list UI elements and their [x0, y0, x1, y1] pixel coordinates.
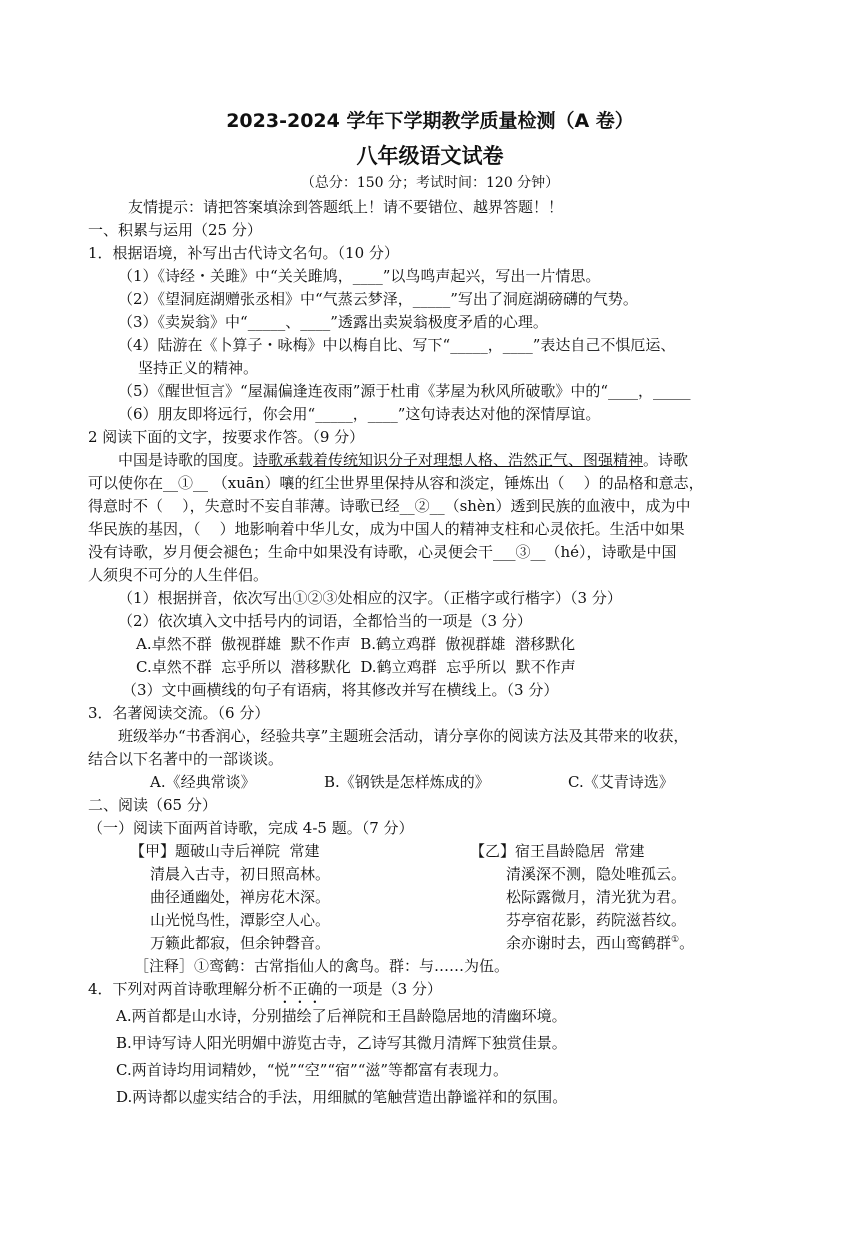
poem-a-title: 【甲】题破山寺后禅院 常建 [130, 842, 320, 860]
poem-a-line: 万籁此都寂，但余钟磬音。 [150, 934, 331, 952]
section-1-heading: 一、积累与运用（25 分） [88, 221, 262, 239]
q2-passage-line-6: 人须臾不可分的人生伴侣。 [88, 566, 269, 584]
q1-item-5: （5）《醒世恒言》“屋漏偏逢连夜雨”源于杜甫《茅屋为秋风所破歌》中的“____，_____ [118, 382, 691, 400]
q3-passage-line-1: 班级举办“书香润心，经验共享”主题班会活动，请分享你的阅读方法及其带来的收获， [118, 727, 689, 745]
poem-a-line: 清晨入古寺，初日照高林。 [150, 865, 331, 883]
q2-passage-line-1: 中国是诗歌的国度。诗歌承载着传统知识分子对理想人格、浩然正气、图强精神。诗歌 [118, 451, 689, 469]
q1-item-2: （2）《望洞庭湖赠张丞相》中“气蒸云梦泽，_____”写出了洞庭湖磅礴的气势。 [118, 290, 638, 308]
exam-subtitle: 八年级语文试卷 [356, 144, 504, 168]
q1-item-4-cont: 坚持正义的精神。 [138, 359, 259, 377]
exam-meta: （总分：150 分；考试时间：120 分钟） [300, 175, 560, 191]
poem-a-line: 山光悦鸟性，潭影空人心。 [150, 911, 331, 929]
footnote-marker: ① [671, 935, 680, 945]
q3-option-c: C.《艾青诗选》 [568, 773, 674, 791]
q3-stem: 3．名著阅读交流。（6 分） [88, 704, 270, 722]
poem-b-line: 余亦谢时去，西山鸾鹤群①。 [506, 934, 695, 952]
exam-title: 2023-2024 学年下学期教学质量检测（A 卷） [226, 110, 634, 132]
q3-passage-line-2: 结合以下名著中的一部谈谈。 [88, 750, 284, 768]
q2-options-ab: A.卓然不群 傲视群雄 默不作声 B.鹤立鸡群 傲视群雄 潜移默化 [136, 635, 576, 653]
q2-passage-line-3: 得意时不（ ），失意时不妄自菲薄。诗歌已经__②__（shèn）透到民族的血液中，成为中 [88, 497, 691, 515]
q2-options-cd: C.卓然不群 忘乎所以 潜移默化 D.鹤立鸡群 忘乎所以 默不作声 [136, 658, 576, 676]
q1-item-4: （4）陆游在《卜算子・咏梅》中以梅自比、写下“_____，____”表达自己不惧厄运、 [118, 336, 676, 354]
q2-stem: 2 阅读下面的文字，按要求作答。（9 分） [88, 428, 365, 446]
q4-option-a: A.两首都是山水诗，分别描绘了后禅院和王昌龄隐居地的清幽环境。 [116, 1007, 567, 1025]
poem-a-line: 曲径通幽处，禅房花木深。 [150, 888, 331, 906]
q2-passage-line-5: 没有诗歌，岁月便会褪色；生命中如果没有诗歌，心灵便会干___③__（hé），诗歌是中国 [88, 543, 677, 561]
emphasized-text: 不正确 [277, 980, 323, 998]
q2-passage-line-4: 华民族的基因，（ ）地影响着中华儿女，成为中国人的精神支柱和心灵依托。生活中如果 [88, 520, 685, 538]
q4-stem: 4．下列对两首诗歌理解分析不正确的一项是（3 分） [88, 980, 442, 998]
poem-b-line: 松际露微月，清光犹为君。 [506, 888, 687, 906]
q4-option-c: C.两首诗均用词精妙，“悦”“空”“宿”“滋”等都富有表现力。 [116, 1061, 509, 1079]
poem-b-line: 芬亭宿花影，药院滋苔纹。 [506, 911, 687, 929]
section-2-heading: 二、阅读（65 分） [88, 796, 217, 814]
q2-sub-3: （3）文中画横线的句子有语病，将其修改并写在横线上。（3 分） [122, 681, 559, 699]
q2-sub-1: （1）根据拼音，依次写出①②③处相应的汉字。（正楷字或行楷字）（3 分） [118, 589, 622, 607]
poem-b-line: 清溪深不测，隐处唯孤云。 [506, 865, 687, 883]
q2-passage-line-2: 可以使你在__①__ （xuān）嚷的红尘世界里保持从容和淡定，锤炼出（ ）的品格和意志， [88, 474, 704, 492]
q1-stem: 1．根据语境，补写出古代诗文名句。（10 分） [88, 244, 399, 262]
q3-option-b: B.《钢铁是怎样炼成的》 [324, 773, 490, 791]
q3-option-a: A.《经典常谈》 [150, 773, 256, 791]
q2-sub-2: （2）依次填入文中括号内的词语，全都恰当的一项是（3 分） [118, 612, 532, 630]
q1-item-6: （6）朋友即将远行，你会用“_____，____”这句诗表达对他的深情厚谊。 [118, 405, 601, 423]
q4-option-d: D.两诗都以虚实结合的手法，用细腻的笔触营造出静谧祥和的氛围。 [116, 1088, 568, 1106]
q4-option-b: B.甲诗写诗人阳光明媚中游览古寺，乙诗写其微月清辉下独赏佳景。 [116, 1034, 567, 1052]
part-1-heading: （一）阅读下面两首诗歌，完成 4-5 题。（7 分） [88, 819, 414, 837]
q1-item-3: （3）《卖炭翁》中“_____、____”透露出卖炭翁极度矛盾的心理。 [118, 313, 548, 331]
friendly-tip: 友情提示：请把答案填涂到答题纸上！请不要错位、越界答题！！ [128, 198, 564, 216]
q1-item-1: （1）《诗经・关雎》中“关关雎鸠，____”以鸟鸣声起兴，写出一片情思。 [118, 267, 601, 285]
poem-note: ［注释］①鸾鹤：古常指仙人的禽鸟。群：与……为伍。 [134, 957, 510, 975]
poem-b-title: 【乙】宿王昌龄隐居 常建 [470, 842, 645, 860]
underlined-sentence: 诗歌承载着传统知识分子对理想人格、浩然正气、图强精神 [253, 451, 644, 469]
